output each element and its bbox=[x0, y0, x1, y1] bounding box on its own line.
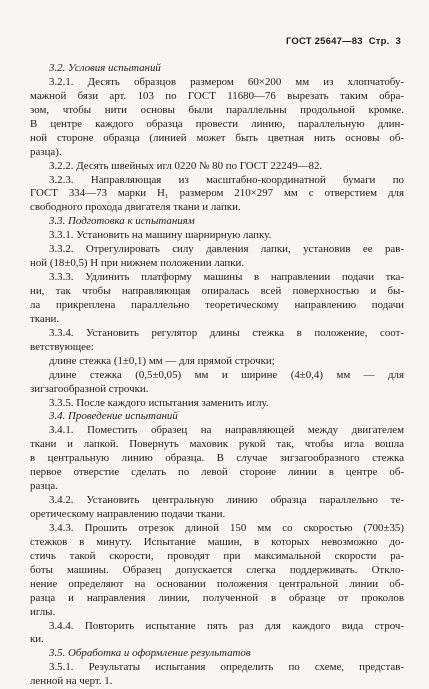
text-line: боты машины. Образец допускается слегка поддерживать. Откло- bbox=[30, 563, 404, 576]
document-body bbox=[30, 62, 404, 689]
text-line: стежков в минуту. Испытание машин, в которых невозможно до- bbox=[30, 535, 404, 548]
page-number: 3 bbox=[395, 36, 401, 47]
text-line: 3.4.1. Поместить образец на направляющей между двигателем bbox=[49, 424, 404, 437]
text-line: разца). bbox=[30, 145, 62, 158]
page-label: Стр. bbox=[368, 36, 390, 47]
text-line: 3.4.4. Повторить испытание пять раз для каждого вида строч- bbox=[49, 619, 404, 632]
text-line: свободного прохода двигателя ткани и лапки. bbox=[30, 201, 241, 214]
text-line: разца и направления линии, полученной в образце от проколов bbox=[30, 591, 404, 604]
text-line: 3.2. Условия испытаний bbox=[49, 62, 161, 74]
text-line: ГОСТ 334—73 марки Н₁ размером 210×297 мм с отверстием для bbox=[30, 187, 404, 200]
standard-number: ГОСТ 25647—83 bbox=[285, 36, 363, 47]
text-line: зом, чтобы нити основы были параллельны продольной кромке. bbox=[30, 103, 404, 116]
text-line: 3.3.5. После каждого испытания заменить иглу. bbox=[49, 396, 269, 409]
text-line: 3.2.2. Десять швейных игл 0220 № 80 по ГОСТ 22249—82. bbox=[49, 159, 323, 172]
text-line: 3.2.1. Десять образцов размером 60×200 мм из хлопчатобу- bbox=[49, 75, 404, 88]
text-line: 3.5. Обработка и оформление результатов bbox=[49, 647, 251, 660]
text-line: В центре каждого образца провести линию, параллельную длин- bbox=[30, 117, 404, 130]
text-line: ветствующее: bbox=[30, 340, 94, 353]
text-line: ткани. bbox=[30, 312, 60, 325]
text-line: длине стежка (0,5±0,05) мм и ширине (4±0,4) мм — для bbox=[49, 368, 404, 381]
text-line: 3.4.2. Установить центральную линию образца параллельно те- bbox=[49, 494, 404, 507]
text-line: нение определяют на основании положения центральной линии об- bbox=[30, 577, 404, 590]
text-line: ки. bbox=[30, 633, 44, 646]
text-line: ной (18±0,5) Н при нижнем положении лапки. bbox=[30, 257, 245, 270]
text-line: разца. bbox=[30, 480, 58, 493]
text-line: ни, так чтобы направляющая опиралась всей поверхностью и бы- bbox=[30, 285, 404, 297]
text-line: ла прикреплена параллельно теоретическому направлению подачи bbox=[30, 298, 404, 311]
text-line: зигзагообразной строчки. bbox=[30, 382, 149, 395]
text-line: 3.3.4. Установить регулятор длины стежка в положение, соот- bbox=[49, 326, 404, 339]
text-line: 3.4.3. Прошить отрезок длиной 150 мм со скоростью (700±35) bbox=[49, 521, 404, 534]
text-line: первое отверстие сделать по левой стороне линии в центре об- bbox=[30, 466, 404, 479]
running-header bbox=[280, 36, 401, 47]
text-line: 3.3.3. Удлинить платформу машины в направлении подачи тка- bbox=[49, 271, 404, 284]
text-line: оретическому направлению подачи ткани. bbox=[30, 508, 226, 520]
text-line: ткани и лапкой. Повернуть маховик рукой так, чтобы игла вошла bbox=[30, 438, 404, 451]
text-line: 3.3.1. Установить на машину шарнирную лапку. bbox=[49, 229, 272, 242]
text-line: 3.2.3. Направляющая из масштабно-координатной бумаги по bbox=[49, 173, 404, 186]
text-line: 3.3.2. Отрегулировать силу давления лапки, установив ее рав- bbox=[49, 243, 404, 256]
text-line: стичь такой скорости, проводят при максимальной скорости ра- bbox=[30, 549, 404, 562]
text-line: ной стороне образца (линией может быть цветная нить основы об- bbox=[30, 131, 404, 144]
text-line: длине стежка (1±0,1) мм — для прямой строчки; bbox=[49, 354, 275, 367]
text-line: ленной на черт. 1. bbox=[30, 675, 113, 688]
text-line: мажной бязи арт. 103 по ГОСТ 11680—76 вырезать таким обра- bbox=[30, 89, 404, 102]
text-line: иглы. bbox=[30, 605, 56, 618]
text-line: 3.5.1. Результаты испытания определить по схеме, представ- bbox=[49, 661, 404, 674]
text-line: в центральную линию образца. В случае зигзагообразного стежка bbox=[30, 452, 404, 465]
text-line: 3.3. Подготовка к испытаниям bbox=[49, 215, 195, 228]
text-line: 3.4. Проведение испытаний bbox=[49, 410, 178, 423]
